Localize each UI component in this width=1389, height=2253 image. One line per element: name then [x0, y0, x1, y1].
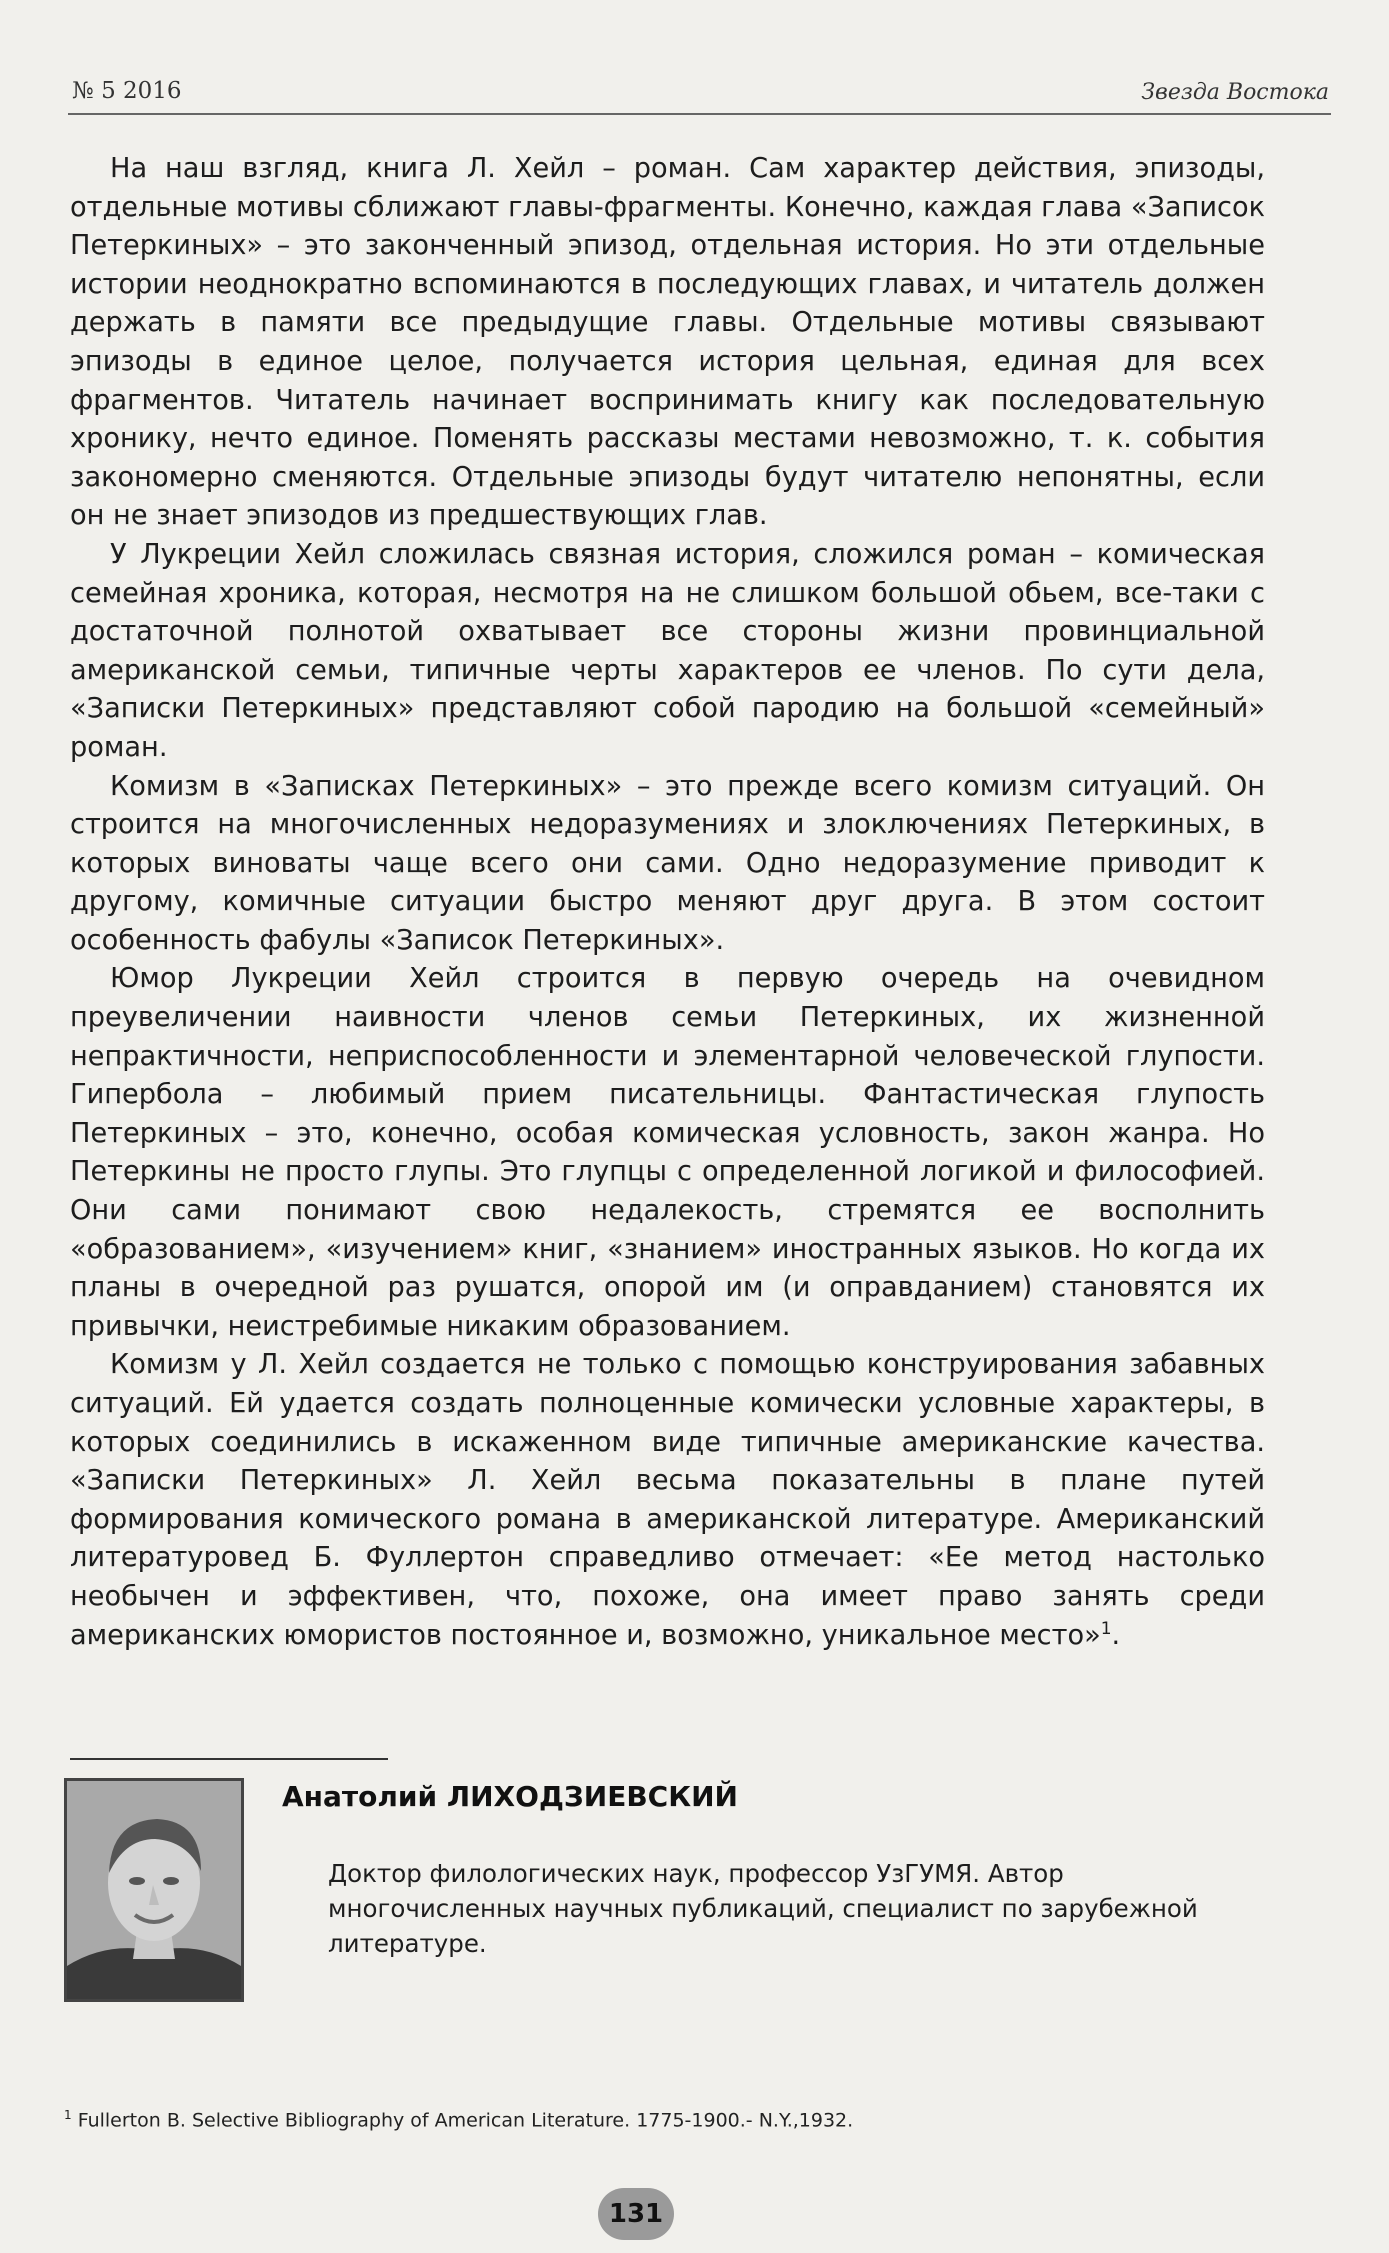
- issue-number: № 5 2016: [72, 78, 182, 104]
- paragraph-text: Комизм у Л. Хейл создается не только с помощью конструирования забавных ситуаций. Ей удается создать полноценные комически условные характеры, в которых соединились в искаженном виде типичные американские качества. «Записки Петеркиных» Л. Хейл весьма показательны в плане путей формирования комического романа в американской литературе. Американский литературовед Б. Фуллертон справедливо отмечает: «Ее метод настолько необычен и эффективен, что, похоже, она имеет право занять среди американских юмористов постоянное и, возможно, уникальное место»: [70, 1349, 1265, 1651]
- paragraph: Юмор Лукреции Хейл строится в первую очередь на очевидном преувеличении наивности членов семьи Петеркиных, их жизненной непрактичности, неприспособленности и элементарной человеческой глупости. Гипербола – любимый прием писательницы. Фантастическая глупость Петеркиных – это, конечно, особая комическая условность, закон жанра. Но Петеркины не просто глупы. Это глупцы с определенной логикой и философией. Они сами понимают свою недалекость, стремятся ее восполнить «образованием», «изучением» книг, «знанием» иностранных языков. Но когда их планы в очередной раз рушатся, опорой им (и оправданием) становятся их привычки, неистребимые никаким образованием.: [70, 963, 1265, 1342]
- journal-title: Звезда Востока: [1141, 80, 1329, 105]
- paragraph: На наш взгляд, книга Л. Хейл – роман. Сам характер действия, эпизоды, отдельные мотивы сближают главы-фрагменты. Конечно, каждая глава «Записок Петеркиных» – это законченный эпизод, отдельная история. Но эти отдельные истории неоднократно вспоминаются в последующих главах, и читатель должен держать в памяти все предыдущие главы. Отдельные мотивы связывают эпизоды в единое целое, получается история цельная, единая для всех фрагментов. Читатель начинает воспринимать книгу как последовательную хронику, нечто единое. Поменять рассказы местами невозможно, т. к. события закономерно сменяются. Отдельные эпизоды будут читателю непонятны, если он не знает эпизодов из предшествующих глав.: [70, 153, 1265, 532]
- author-photo: [64, 1778, 244, 2002]
- page-number: 131: [598, 2188, 674, 2240]
- paragraph: У Лукреции Хейл сложилась связная история, сложился роман – комическая семейная хроника, которая, несмотря на не слишком большой обьем, все-таки с достаточной полнотой охватывает все стороны жизни провинциальной американской семьи, типичные черты характеров ее членов. По сути дела, «Записки Петеркиных» представляют собой пародию на большой «семейный» роман.: [70, 538, 1265, 763]
- header-divider: [68, 113, 1331, 115]
- author-name: Анатолий ЛИХОДЗИЕВСКИЙ: [282, 1780, 738, 1813]
- paragraph-with-footnote: Комизм у Л. Хейл создается не только с помощью конструирования забавных ситуаций. Ей удается создать полноценные комически условные характеры, в которых соединились в искаженном виде типичные американские качества. «Записки Петеркиных» Л. Хейл весьма показательны в плане путей формирования комического романа в американской литературе. Американский литературовед Б. Фуллертон справедливо отмечает: «Ее метод настолько необычен и эффективен, что, похоже, она имеет право занять среди американских юмористов постоянное и, возможно, уникальное место»$^1$.: [70, 1349, 1265, 1651]
- footnote-marker: 1: [64, 2108, 72, 2122]
- author-section-divider: [70, 1758, 388, 1760]
- portrait-image: [67, 1781, 241, 1999]
- paragraph: Комизм в «Записках Петеркиных» – это прежде всего комизм ситуаций. Он строится на многочисленных недоразумениях и злоключениях Петеркиных, в которых виноваты чаще всего они сами. Одно недоразумение приводит к другому, комичные ситуации быстро меняют друг друга. В этом состоит особенность фабулы «Записок Петеркиных».: [70, 770, 1265, 956]
- footnote-text: Fullerton B. Selective Bibliography of American Literature. 1775-1900.- N.Y.,1932.: [77, 2109, 854, 2132]
- author-bio: Доктор филологических наук, профессор УзГУМЯ. Автор многочисленных научных публикаций, специалист по зарубежной литературе.: [328, 1859, 1198, 1958]
- footnote-reference[interactable]: 1: [1100, 1618, 1112, 1639]
- footnote: [64, 2108, 853, 2131]
- article-body: [70, 150, 1265, 1655]
